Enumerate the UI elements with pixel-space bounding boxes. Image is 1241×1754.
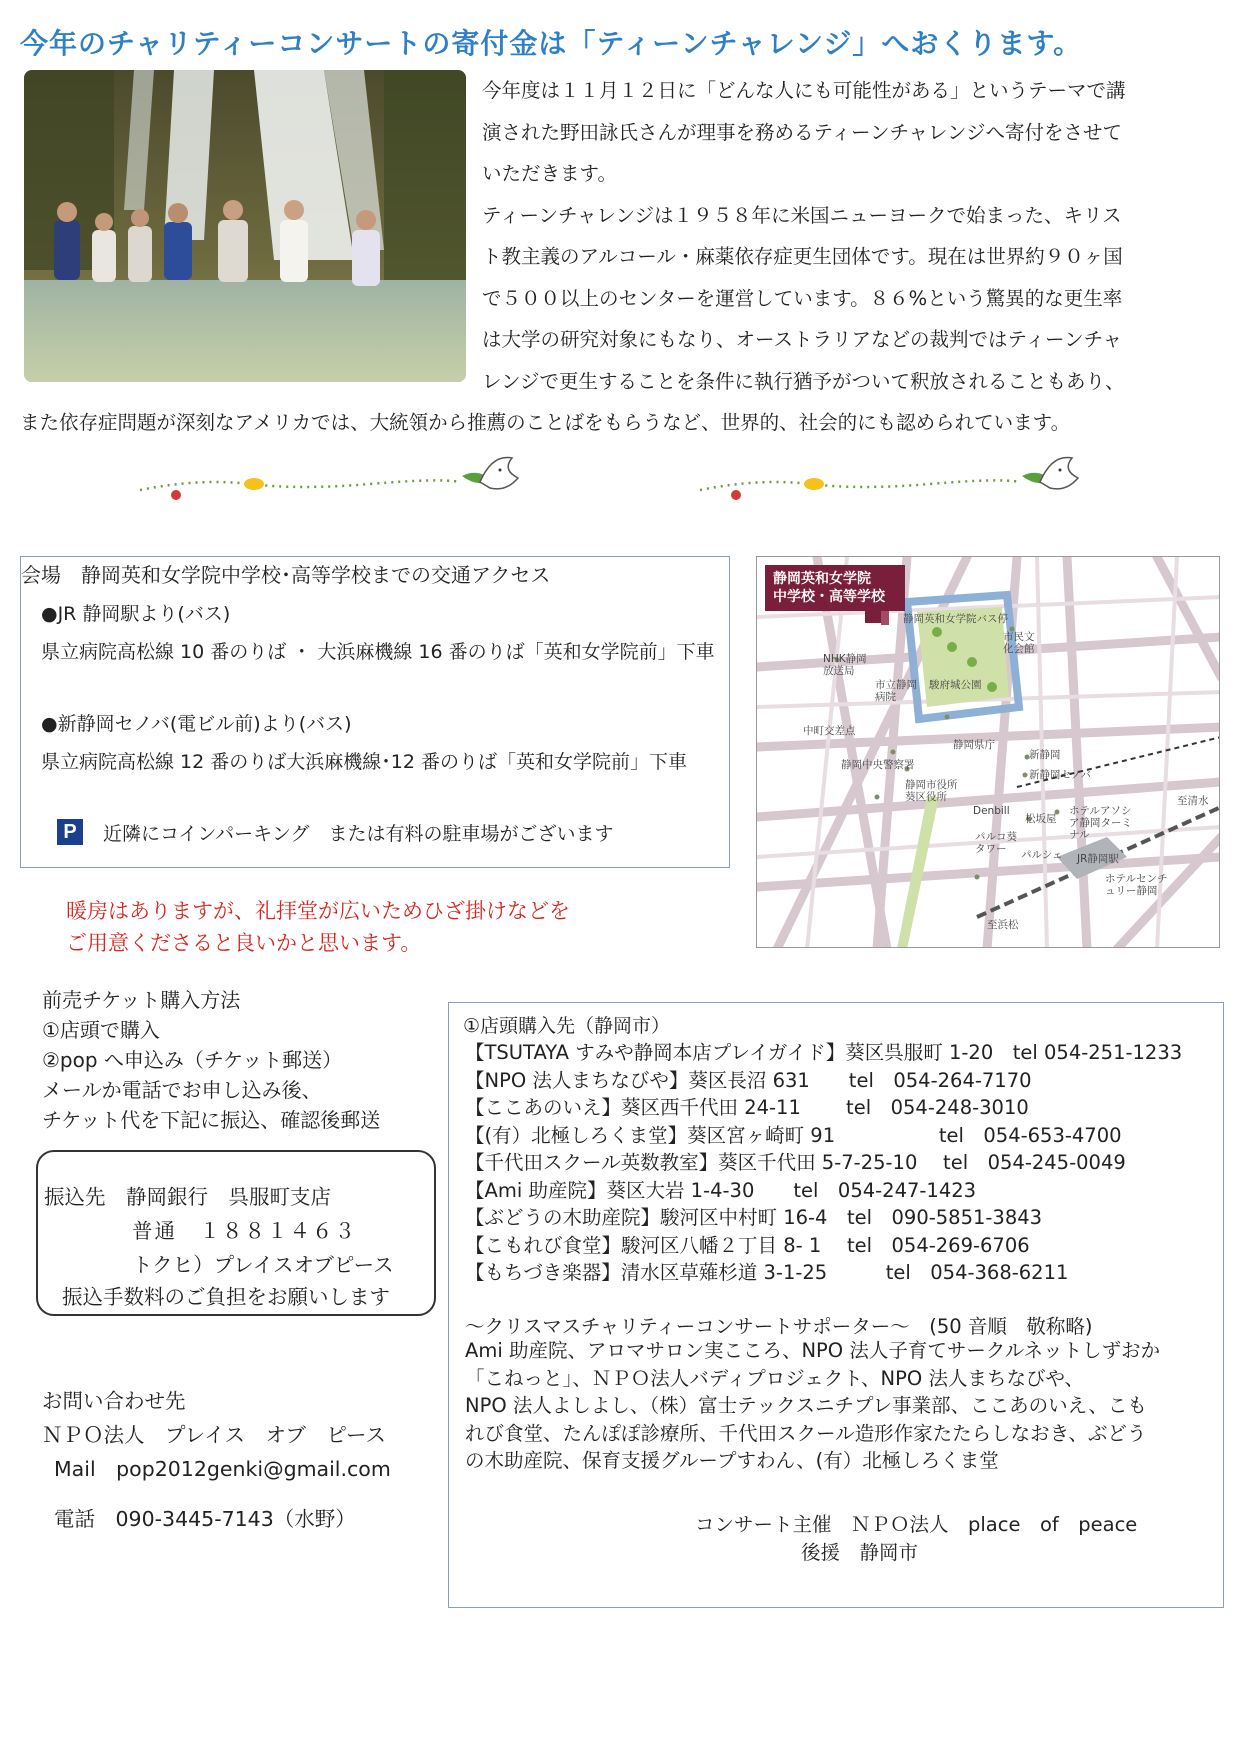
note-line: 暖房はありますが、礼拝堂が広いためひざ掛けなどを [66,899,570,923]
map-label-parco: パルコ葵タワー [975,831,1017,855]
map-badge-line: 静岡英和女学院 [773,571,871,587]
ticket-line: ①店頭で購入 [42,1018,160,1042]
intro-line: 今年度は１１月１２日に「どんな人にも可能性がある」というテーマで講 [482,79,1126,102]
map-label-cenova: 新静岡セノバ [1029,769,1092,781]
map-label-prefecture: 静岡県庁 [953,739,995,751]
ticket-info [42,985,380,1135]
shop-item: 【Ami 助産院】葵区大岩 1-4-30 tel 054-247-1423 [465,1178,977,1202]
access-title: 会場 静岡英和女学院中学校･高等学校までの交通アクセス [21,563,551,587]
contact-phone[interactable]: 電話 090-3445-7143（水野） [54,1507,356,1531]
bird-divider-right [700,448,1100,508]
intro-line: いただきます。 [482,162,617,185]
map-label-shimizu: 至清水 [1177,795,1209,807]
support-line: 後援 静岡市 [801,1541,919,1564]
map-label-hamamatsu: 至浜松 [987,919,1019,931]
bank-holder: トクヒ）プレイスオブピース [132,1253,394,1277]
intro-line: レンジで更生することを条件に執行猶予がついて釈放されることもあり、 [482,369,1125,393]
waterfall-photo [24,70,466,382]
shop-item: 【TSUTAYA すみや静岡本店プレイガイド】葵区呉服町 1-20 tel 054-251-1233 [465,1041,1183,1064]
ticket-line: 前売チケット購入方法 [42,988,241,1012]
contact-heading: お問い合わせ先 [42,1389,186,1413]
route2-detail: 県立病院高松線 12 番のりば大浜麻機線･12 番のりば「英和女学院前」下車 [41,751,687,773]
bank-account: 普通 １８８１４６３ [132,1219,357,1243]
heating-note [66,895,570,959]
map-label-pareshe: パルシェ [1021,849,1063,861]
map-label-matsuzakaya: 松坂屋 [1025,813,1057,825]
bank-line: 振込先 静岡銀行 呉服町支店 [44,1185,331,1209]
shop-list [465,1039,1215,1287]
bird-divider-left [140,448,540,508]
route2-heading: ●新静岡セノバ(電ビル前)より(バス) [41,713,352,735]
map-label-civic-hall: 市民文化会館 [1003,631,1035,655]
supporters-line: 「こねっと」、ＮＰＯ法人バディプロジェクト、NPO 法人まちなびや、 [465,1366,1085,1390]
bank-transfer-box [36,1150,436,1316]
route1-detail: 県立病院高松線 10 番のりば ・ 大浜麻機線 16 番のりば「英和女学院前」下車 [41,641,715,663]
contact-mail[interactable]: Mail pop2012genki@gmail.com [54,1457,391,1481]
parking-icon: P [57,819,83,845]
map-label-shin-shizuoka: 新静岡 [1029,749,1061,761]
map-label-denbill: Denbill [973,805,1010,817]
supporters-line: れび食堂、たんぽぽ診療所、千代田スクール造形作家たたらしなおき、ぶどう [465,1421,1147,1445]
organizer-line: コンサート主催 ＮＰＯ法人 place of peace [695,1513,1138,1536]
ticket-line: ②pop へ申込み（チケット郵送） [42,1048,343,1072]
supporters-line: の木助産院、保育支援グループすわん、(有）北極しろくま堂 [465,1449,999,1472]
intro-line: ト教主義のアルコール・麻薬依存症更生団体です。現在は世界約９０ヶ国 [482,245,1123,268]
shop-list-box [448,1002,1224,1608]
access-map [756,556,1220,948]
map-label-bus-stop: 静岡英和女学院バス停 [903,613,1008,625]
map-label-city-hall: 静岡市役所葵区役所 [905,779,958,803]
shop-heading: ①店頭購入先（静岡市） [463,1015,671,1037]
supporters-title: ～クリスマスチャリティーコンサートサポーター～ (50 音順 敬称略) [465,1315,1093,1338]
ticket-line: メールか電話でお申し込み後、 [42,1078,322,1102]
map-label-city-hospital: 市立静岡病院 [875,679,917,703]
headline: 今年のチャリティーコンサートの寄付金は「ティーンチャレンジ」へおくります。 [20,27,1083,60]
map-label-hotel-associa: ホテルアソシア静岡ターミナル [1069,805,1132,841]
contact-info [42,1384,391,1536]
access-box [20,556,730,868]
map-label-police: 静岡中央警察署 [841,759,915,771]
contact-org: ＮＰＯ法人 プレイス オブ ピース [42,1423,386,1447]
map-label-nakamachi: 中町交差点 [803,725,856,737]
map-label-hotel-century: ホテルセンチュリー静岡 [1105,873,1168,897]
shop-item: 【ぶどうの木助産院】駿河区中村町 16-4 tel 090-5851-3843 [465,1206,1043,1229]
map-label-park: 駿府城公園 [929,679,982,691]
shop-item: 【千代田スクール英数教室】葵区千代田 5-7-25-10 tel 054-245-0049 [465,1151,1126,1174]
intro-line: で５００以上のセンターを運営しています。８６%という驚異的な更生率 [482,286,1123,310]
map-school-badge [765,565,905,611]
note-line: ご用意くださると良いかと思います。 [66,931,422,955]
intro-last-line: また依存症問題が深刻なアメリカでは、大統領から推薦のことばをもらうなど、世界的、社会的にも認められています。 [20,411,1071,434]
shop-item: 【(有）北極しろくま堂】葵区宮ヶ崎町 91 tel 054-653-4700 [465,1123,1122,1147]
shop-item: 【こもれび食堂】駿河区八幡２丁目 8- 1 tel 054-269-6706 [465,1233,1030,1257]
organizer [695,1511,1137,1567]
intro-text [482,70,1212,402]
intro-line: 演された野田詠氏さんが理事を務めるティーンチャレンジへ寄付をさせて [482,120,1122,144]
ticket-line: チケット代を下記に振込、確認後郵送 [42,1108,381,1132]
parking-text: 近隣にコインパーキング または有料の駐車場がございます [103,823,614,845]
supporters-line: NPO 法人よしよし、（株）富士テックスニチプレ事業部、ここあのいえ、こも [465,1394,1147,1417]
map-label-nhk: NHK静岡放送局 [823,653,867,677]
shop-item: 【もちづき楽器】清水区草薙杉道 3-1-25 tel 054-368-6211 [465,1261,1069,1284]
route1-heading: ●JR 静岡駅より(バス) [41,603,231,625]
map-badge-line: 中学校・高等学校 [773,589,885,605]
intro-line: は大学の研究対象にもなり、オーストラリアなどの裁判ではティーンチャ [482,328,1122,351]
map-label-jr-station: JR静岡駅 [1077,853,1119,865]
shop-item: 【NPO 法人まちなびや】葵区長沼 631 tel 054-264-7170 [465,1068,1032,1092]
supporters-list [465,1337,1215,1475]
bank-fee-note: 振込手数料のご負担をお願いします [62,1285,390,1309]
supporters-line: Ami 助産院、アロマサロン実こころ、NPO 法人子育てサークルネットしずおか [465,1339,1161,1362]
intro-line: ティーンチャレンジは１９５８年に米国ニューヨークで始まった、キリス [482,203,1122,227]
shop-item: 【ここあのいえ】葵区西千代田 24-11 tel 054-248-3010 [465,1096,1029,1119]
